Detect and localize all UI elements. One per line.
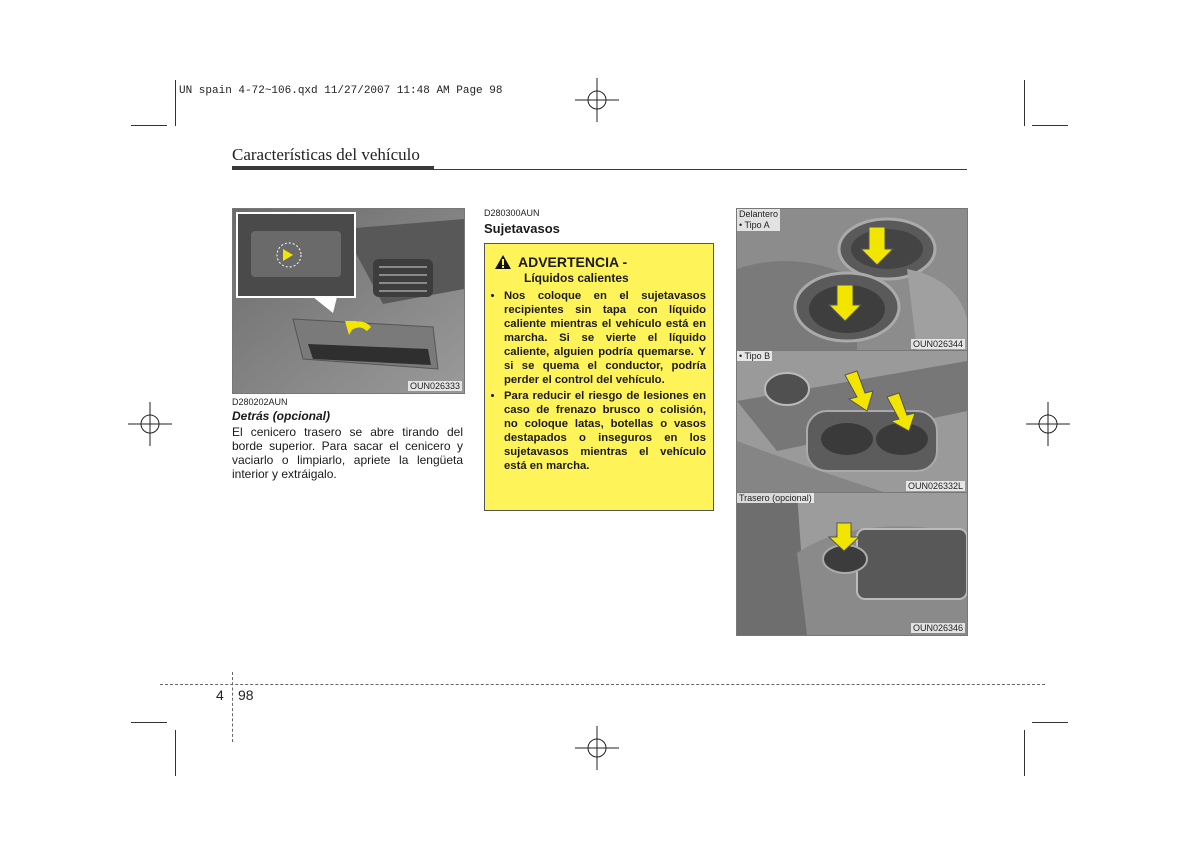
section-body: El cenicero trasero se abre tirando del borde superior. Para sacar el cenicero y vaciarlo o limpiarlo, apriete la lengüeta interior y extráigalo. bbox=[232, 425, 463, 481]
crop-mark bbox=[1032, 722, 1068, 723]
photo-label: Delantero • Tipo A bbox=[739, 209, 779, 230]
chapter-number: 4 bbox=[216, 687, 224, 703]
registration-mark-icon bbox=[575, 78, 619, 122]
footer-dashed-rule bbox=[160, 684, 1045, 685]
header-rule-thick bbox=[232, 166, 434, 170]
crop-mark bbox=[1024, 80, 1025, 126]
warning-item: • Nos coloque en el sujetavasos recipientes sin tapa con líquido caliente mientras el vehículo está en marcha. Si se vierte el líquido caliente, alguien podría quemarse. Y si se quema el conductor, podría perder el control del vehículo. bbox=[504, 289, 706, 387]
header-rule-thin bbox=[434, 169, 967, 170]
section-subtitle: Detrás (opcional) bbox=[232, 409, 331, 423]
cup-holder-type-b-photo bbox=[736, 350, 968, 494]
warning-list bbox=[492, 289, 706, 473]
warning-title bbox=[494, 254, 706, 270]
crop-mark bbox=[131, 722, 167, 723]
photo-caption: OUN026346 bbox=[912, 623, 963, 633]
photo-label: Trasero (opcional) bbox=[739, 493, 812, 503]
warning-triangle-icon bbox=[494, 254, 512, 270]
crop-mark bbox=[175, 730, 176, 776]
photo-caption: OUN026333 bbox=[409, 381, 460, 391]
warning-subtitle: Líquidos calientes bbox=[524, 271, 629, 285]
photo-label: • Tipo B bbox=[739, 351, 771, 361]
page-number: 98 bbox=[238, 687, 254, 703]
print-slug: UN spain 4-72~106.qxd 11/27/2007 11:48 AM Page 98 bbox=[179, 85, 503, 97]
warning-item: • Para reducir el riesgo de lesiones en caso de frenazo brusco o colisión, no coloque latas, botellas o vasos destapados o inseguros en los sujetavasos mientras el vehículo está en marcha. bbox=[504, 389, 706, 473]
section-code: D280300AUN bbox=[484, 208, 540, 218]
photo-caption: OUN026344 bbox=[912, 339, 963, 349]
ashtray-photo bbox=[232, 208, 465, 394]
registration-mark-icon bbox=[575, 726, 619, 770]
crop-mark bbox=[1032, 125, 1068, 126]
cup-holder-type-a-photo bbox=[736, 208, 968, 352]
footer-dashed-divider bbox=[232, 672, 233, 742]
crop-mark bbox=[1024, 730, 1025, 776]
registration-mark-icon bbox=[1026, 402, 1070, 446]
cup-holder-rear-photo bbox=[736, 492, 968, 636]
photo-caption: OUN026332L bbox=[907, 481, 963, 491]
page-header-title: Características del vehículo bbox=[232, 145, 420, 164]
section-heading: Sujetavasos bbox=[484, 221, 560, 236]
crop-mark bbox=[131, 125, 167, 126]
section-code: D280202AUN bbox=[232, 397, 288, 407]
registration-mark-icon bbox=[128, 402, 172, 446]
crop-mark bbox=[175, 80, 176, 126]
warning-box bbox=[484, 243, 714, 511]
warning-title-text: ADVERTENCIA - bbox=[518, 254, 628, 270]
